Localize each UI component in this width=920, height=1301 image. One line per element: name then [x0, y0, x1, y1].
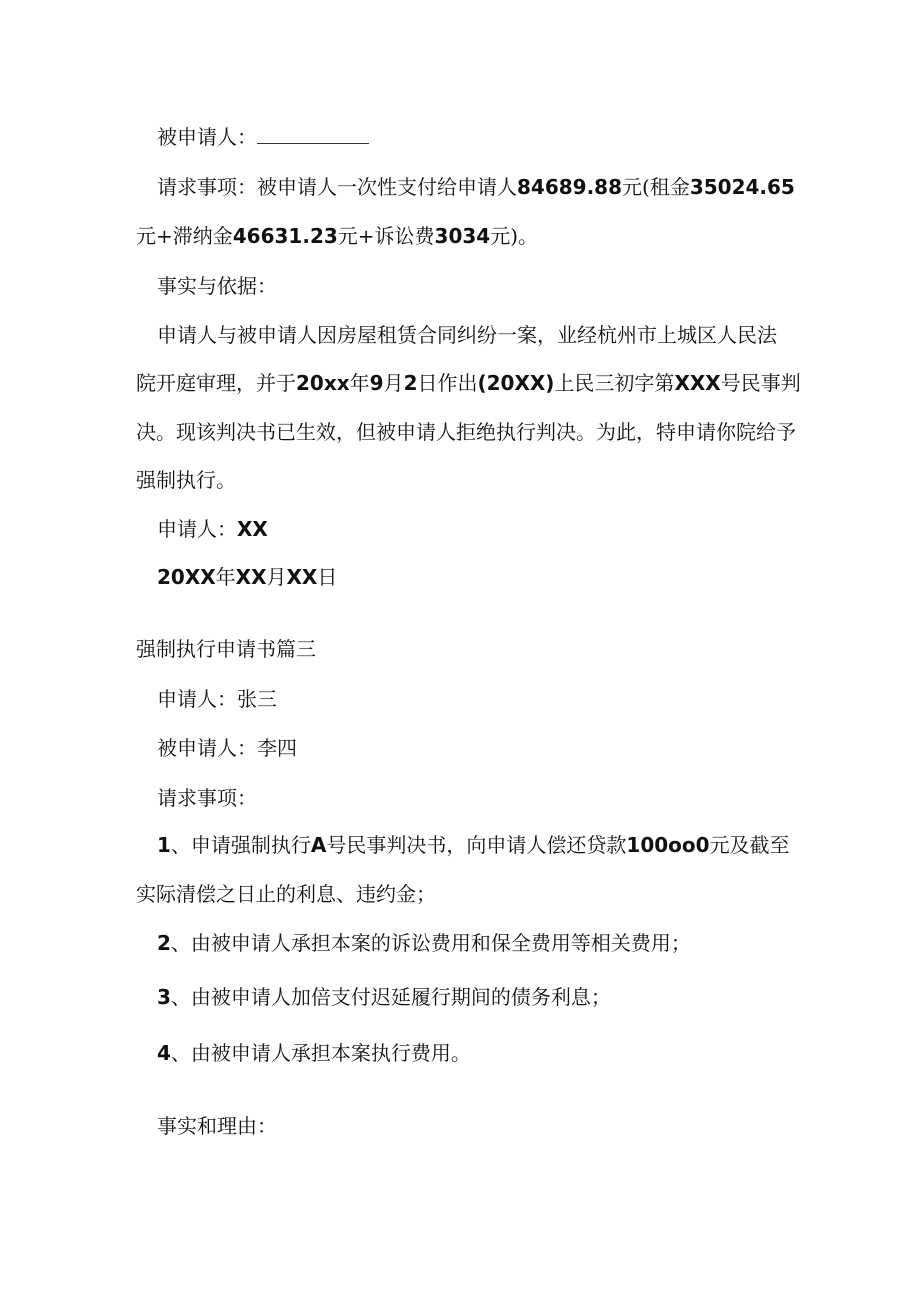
request-text: 元+滞纳金 — [136, 224, 233, 248]
p3-respondent: 被申请人：李四 — [157, 736, 297, 760]
item-number: 3 — [157, 985, 171, 1009]
total-amount: 84689.88 — [517, 175, 623, 199]
item-text: 元及截至 — [709, 833, 790, 857]
p3-requests-heading: 请求事项： — [157, 786, 257, 810]
request-text: 元(租金 — [622, 175, 690, 199]
request-item-2 — [157, 929, 691, 957]
respondent-blank — [257, 125, 369, 144]
request-line-2 — [136, 222, 538, 250]
facts-text: 日作出 — [417, 371, 478, 395]
request-item-1-cont: 实际清偿之日止的利息、违约金； — [136, 882, 436, 906]
facts-heading: 事实与依据： — [157, 274, 277, 298]
facts-text: 号民事判 — [720, 371, 801, 395]
facts-line-1: 申请人与被申请人因房屋租赁合同纠纷一案，业经杭州市上城区人民法 — [157, 323, 777, 347]
respondent-line — [157, 123, 369, 151]
facts-text: 上民三初字第 — [554, 371, 675, 395]
section-title: 强制执行申请书篇三 — [136, 637, 316, 661]
facts-text: 年 — [349, 371, 370, 395]
respondent-label: 被申请人： — [157, 125, 257, 149]
request-text: 元)。 — [490, 224, 539, 248]
case-year: (20XX) — [477, 371, 555, 395]
item-number: 1 — [157, 833, 171, 857]
item-number: 4 — [157, 1041, 171, 1065]
facts-line-2 — [136, 369, 801, 397]
date-text: 日 — [317, 565, 338, 589]
date-year: 20XX — [157, 565, 216, 589]
loan-amount: 100oo0 — [626, 833, 710, 857]
facts-text: 月 — [383, 371, 404, 395]
facts-text: 院开庭审理，并于 — [136, 371, 296, 395]
signature-date — [157, 563, 337, 591]
date-text: 月 — [266, 565, 287, 589]
request-line-1 — [157, 173, 795, 201]
request-text: 请求事项：被申请人一次性支付给申请人 — [157, 175, 517, 199]
date-text: 年 — [215, 565, 236, 589]
facts-line-4: 强制执行。 — [136, 468, 236, 492]
facts-line-3: 决。现该判决书已生效，但被申请人拒绝执行判决。为此，特申请你院给予 — [136, 420, 796, 444]
rent-amount: 35024.65 — [689, 175, 795, 199]
item-text: 、由被申请人加倍支付迟延履行期间的债务利息； — [170, 985, 611, 1009]
judgment-id: A — [310, 833, 327, 857]
item-text: 号民事判决书，向申请人偿还贷款 — [326, 833, 627, 857]
item-text: 、申请强制执行 — [170, 833, 311, 857]
late-fee-amount: 46631.23 — [232, 224, 338, 248]
applicant-value: XX — [237, 517, 268, 541]
litigation-fee-amount: 3034 — [434, 224, 491, 248]
judgment-day: 2 — [403, 371, 418, 395]
judgment-year: 20xx — [296, 371, 350, 395]
item-number: 2 — [157, 931, 171, 955]
applicant-signature — [157, 515, 268, 543]
p3-applicant: 申请人：张三 — [157, 687, 277, 711]
request-item-4 — [157, 1039, 471, 1067]
case-number: XXX — [674, 371, 721, 395]
item-text: 、由被申请人承担本案的诉讼费用和保全费用等相关费用； — [170, 931, 691, 955]
item-text: 、由被申请人承担本案执行费用。 — [170, 1041, 471, 1065]
judgment-month: 9 — [369, 371, 384, 395]
request-item-3 — [157, 983, 611, 1011]
date-day: XX — [286, 565, 318, 589]
request-item-1 — [157, 831, 790, 859]
reasons-heading: 事实和理由： — [157, 1114, 277, 1138]
request-text: 元+诉讼费 — [337, 224, 435, 248]
applicant-label: 申请人： — [157, 517, 237, 541]
date-month: XX — [235, 565, 267, 589]
